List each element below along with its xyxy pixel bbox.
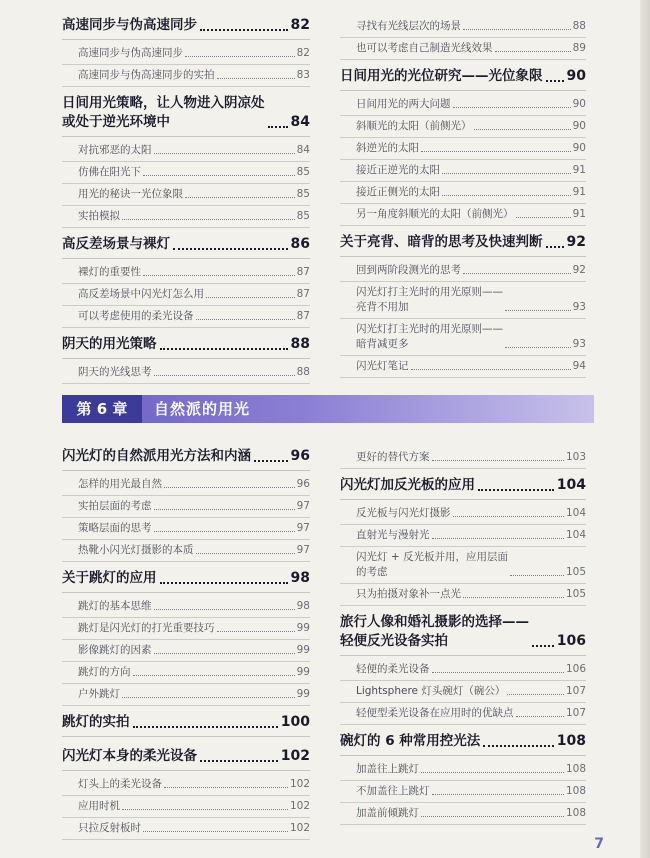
toc-section-heading[interactable] <box>62 335 310 359</box>
toc-section-heading[interactable] <box>62 16 310 40</box>
toc-section-heading[interactable] <box>340 732 586 756</box>
dot-leader <box>122 219 295 220</box>
dot-leader <box>421 772 564 773</box>
toc-page-number: 84 <box>296 144 310 156</box>
dot-leader <box>442 195 571 196</box>
section-spacer <box>62 87 310 94</box>
toc-entry[interactable] <box>62 618 310 640</box>
toc-entry[interactable] <box>62 774 310 796</box>
toc-page-number: 84 <box>290 114 310 130</box>
toc-section-heading[interactable] <box>62 447 310 471</box>
toc-page-number: 104 <box>565 529 586 541</box>
dot-leader <box>546 246 564 248</box>
toc-entry[interactable] <box>62 496 310 518</box>
toc-entry-title: 跳灯的方向 <box>78 666 131 678</box>
dot-leader <box>411 369 571 370</box>
toc-entry-title: 也可以考虑自己制造光线效果 <box>356 42 493 54</box>
toc-page-number: 90 <box>572 98 586 110</box>
toc-page-number: 90 <box>566 68 586 84</box>
toc-entry-title: 直射光与漫射光 <box>356 529 430 541</box>
toc-page-number: 107 <box>565 685 586 697</box>
toc-section-title: 碗灯的 6 种常用控光法 <box>340 733 481 749</box>
toc-page-number: 102 <box>280 748 310 764</box>
dot-leader <box>432 538 564 539</box>
section-spacer <box>340 226 586 233</box>
dot-leader <box>483 745 553 747</box>
toc-page-number: 104 <box>565 507 586 519</box>
toc-entry[interactable] <box>62 796 310 818</box>
toc-page-number: 82 <box>290 17 310 33</box>
dot-leader <box>185 197 295 198</box>
dot-leader <box>505 347 571 348</box>
toc-entry-title: 不加盖往上跳灯 <box>356 785 430 797</box>
toc-entry-title: 对抗邪恶的太阳 <box>78 144 152 156</box>
toc-entry[interactable] <box>62 262 310 284</box>
toc-page-number: 108 <box>565 763 586 775</box>
toc-entry-title: 闪光灯笔记 <box>356 360 409 372</box>
toc-entry[interactable] <box>340 703 586 725</box>
toc-entry[interactable] <box>340 681 586 703</box>
toc-entry[interactable] <box>340 447 586 469</box>
toc-page-number: 105 <box>565 588 586 600</box>
toc-entry-title: 影像跳灯的因素 <box>78 644 152 656</box>
toc-page-number: 87 <box>296 310 310 322</box>
toc-page-number: 106 <box>565 663 586 675</box>
dot-leader <box>206 297 295 298</box>
toc-column-bottom-left <box>62 447 310 840</box>
toc-entry[interactable] <box>340 356 586 378</box>
toc-page-number: 99 <box>296 644 310 656</box>
toc-page-number: 87 <box>296 288 310 300</box>
toc-entry[interactable] <box>340 94 586 116</box>
toc-entry-title: 斜逆光的太阳 <box>356 142 419 154</box>
toc-entry[interactable] <box>340 182 586 204</box>
toc-page-number: 103 <box>565 451 586 463</box>
toc-entry-title: 高速同步与伪高速同步 <box>78 47 183 59</box>
toc-column-top-right <box>340 16 586 378</box>
toc-page-number: 82 <box>296 47 310 59</box>
toc-page-number: 85 <box>296 210 310 222</box>
toc-page-number: 98 <box>290 570 310 586</box>
toc-section-title: 日间用光策略，让人物进入阴凉处 或处于逆光环境中 <box>62 95 265 130</box>
toc-entry[interactable] <box>62 140 310 162</box>
toc-section-title: 关于跳灯的应用 <box>62 570 157 586</box>
toc-section-heading[interactable] <box>62 747 310 771</box>
toc-section-heading[interactable] <box>62 94 310 137</box>
toc-entry-title: 加盖前倾跳灯 <box>356 807 419 819</box>
toc-entry[interactable] <box>340 803 586 825</box>
toc-page-number: 100 <box>280 714 310 730</box>
toc-section-title: 关于亮背、暗背的思考及快速判断 <box>340 234 543 250</box>
dot-leader <box>143 831 288 832</box>
toc-section-title: 日间用光的光位研究——光位象限 <box>340 68 543 84</box>
dot-leader <box>154 509 295 510</box>
section-spacer <box>340 60 586 67</box>
dot-leader <box>510 575 564 576</box>
toc-entry[interactable] <box>62 43 310 65</box>
dot-leader <box>463 597 564 598</box>
toc-section-title: 旅行人像和婚礼摄影的选择—— 轻便反光设备实拍 <box>340 614 529 649</box>
toc-column-top-left <box>62 16 310 384</box>
toc-page-number: 99 <box>296 622 310 634</box>
toc-entry-title: 跳灯是闪光灯的打光重要技巧 <box>78 622 215 634</box>
toc-page-number: 83 <box>296 69 310 81</box>
toc-page-number: 97 <box>296 522 310 534</box>
toc-page-number: 99 <box>296 666 310 678</box>
toc-section-heading[interactable] <box>340 67 586 91</box>
dot-leader <box>532 645 554 647</box>
toc-entry-title: 仿佛在阳光下 <box>78 166 141 178</box>
toc-page-number: 88 <box>290 336 310 352</box>
toc-entry-title: 应用时机 <box>78 800 120 812</box>
dot-leader <box>164 787 288 788</box>
toc-page-number: 99 <box>296 688 310 700</box>
toc-section-heading[interactable] <box>62 713 310 737</box>
toc-section-title: 阴天的用光策略 <box>62 336 157 352</box>
toc-entry-title: Lightsphere 灯头碗灯（碗公） <box>356 685 506 697</box>
dot-leader <box>122 809 288 810</box>
toc-page-number: 90 <box>572 142 586 154</box>
toc-page-number: 97 <box>296 544 310 556</box>
section-spacer <box>62 706 310 713</box>
toc-section-heading[interactable] <box>62 569 310 593</box>
toc-section-title: 高反差场景与裸灯 <box>62 236 170 252</box>
toc-page-number: 93 <box>572 301 586 313</box>
toc-page-number: 90 <box>572 120 586 132</box>
dot-leader <box>164 487 295 488</box>
toc-section-title: 闪光灯本身的柔光设备 <box>62 748 197 764</box>
toc-entry-title: 回到两阶段测光的思考 <box>356 264 461 276</box>
dot-leader <box>160 582 288 584</box>
chapter-banner <box>62 395 594 423</box>
toc-section-title: 闪光灯加反光板的应用 <box>340 477 475 493</box>
toc-entry-title: 接近正侧光的太阳 <box>356 186 440 198</box>
toc-entry[interactable] <box>340 659 586 681</box>
toc-entry-title: 轻便型柔光设备在应用时的优缺点 <box>356 707 514 719</box>
dot-leader <box>453 516 564 517</box>
toc-page-number: 107 <box>565 707 586 719</box>
toc-entry[interactable] <box>340 116 586 138</box>
toc-entry-title: 反光板与闪光灯摄影 <box>356 507 451 519</box>
dot-leader <box>463 29 571 30</box>
dot-leader <box>507 694 564 695</box>
dot-leader <box>495 51 571 52</box>
dot-leader <box>196 319 295 320</box>
toc-page-number: 108 <box>565 807 586 819</box>
toc-entry-title: 只拉反射板时 <box>78 822 141 834</box>
toc-page-number: 91 <box>572 186 586 198</box>
toc-entry[interactable] <box>340 759 586 781</box>
dot-leader <box>173 248 288 250</box>
toc-page-number: 96 <box>296 478 310 490</box>
page-number: 7 <box>594 836 604 852</box>
toc-entry[interactable] <box>340 547 586 584</box>
toc-entry-title: 加盖往上跳灯 <box>356 763 419 775</box>
toc-entry-title: 用光的秘诀一光位象限 <box>78 188 183 200</box>
toc-entry[interactable] <box>62 818 310 840</box>
toc-entry[interactable] <box>340 282 586 319</box>
toc-entry-title: 跳灯的基本思维 <box>78 600 152 612</box>
toc-entry-title: 闪光灯 + 反光板并用，应用层面 的考虑 <box>356 551 508 578</box>
dot-leader <box>200 29 288 31</box>
toc-entry[interactable] <box>62 662 310 684</box>
toc-entry-title: 灯头上的柔光设备 <box>78 778 162 790</box>
dot-leader <box>254 460 288 462</box>
toc-entry[interactable] <box>62 474 310 496</box>
toc-column-bottom-right <box>340 447 586 825</box>
toc-entry-title: 另一角度斜顺光的太阳（前侧光） <box>356 208 514 220</box>
toc-page-number: 92 <box>566 234 586 250</box>
toc-page-number: 85 <box>296 188 310 200</box>
book-binding-shadow <box>640 0 650 858</box>
toc-entry[interactable] <box>340 260 586 282</box>
toc-entry-title: 轻便的柔光设备 <box>356 663 430 675</box>
dot-leader <box>185 56 295 57</box>
toc-entry-title: 可以考虑使用的柔光设备 <box>78 310 194 322</box>
toc-page-number: 105 <box>565 566 586 578</box>
dot-leader <box>217 78 295 79</box>
dot-leader <box>196 553 295 554</box>
toc-entry[interactable] <box>340 160 586 182</box>
dot-leader <box>432 672 564 673</box>
dot-leader <box>516 217 571 218</box>
toc-entry[interactable] <box>62 640 310 662</box>
dot-leader <box>505 310 571 311</box>
toc-entry[interactable] <box>62 518 310 540</box>
toc-entry[interactable] <box>340 204 586 226</box>
toc-section-title: 闪光灯的自然派用光方法和内涵 <box>62 448 251 464</box>
section-spacer <box>62 228 310 235</box>
toc-entry[interactable] <box>62 306 310 328</box>
toc-page-number: 108 <box>556 733 586 749</box>
toc-entry-title: 只为拍摄对象补一点光 <box>356 588 461 600</box>
chapter-title: 自然派的用光 <box>154 400 251 418</box>
dot-leader <box>133 726 278 728</box>
toc-entry-title: 户外跳灯 <box>78 688 120 700</box>
toc-section-heading[interactable] <box>340 476 586 500</box>
toc-entry[interactable] <box>62 184 310 206</box>
toc-entry[interactable] <box>340 525 586 547</box>
toc-entry-title: 热靴小闪光灯摄影的本质 <box>78 544 194 556</box>
section-spacer <box>62 740 310 747</box>
toc-entry[interactable] <box>340 781 586 803</box>
toc-entry[interactable] <box>62 362 310 384</box>
toc-entry-title: 闪光灯打主光时的用光原则—— 亮背不用加 <box>356 286 503 313</box>
toc-entry-title: 实拍模拟 <box>78 210 120 222</box>
dot-leader <box>474 129 571 130</box>
section-spacer <box>340 469 586 476</box>
toc-entry[interactable] <box>340 138 586 160</box>
toc-entry[interactable] <box>340 503 586 525</box>
toc-entry[interactable] <box>340 38 586 60</box>
dot-leader <box>217 631 295 632</box>
dot-leader <box>442 173 571 174</box>
dot-leader <box>154 531 295 532</box>
dot-leader <box>478 489 554 491</box>
section-spacer <box>62 562 310 569</box>
toc-entry[interactable] <box>62 206 310 228</box>
toc-page-number: 85 <box>296 166 310 178</box>
dot-leader <box>122 697 295 698</box>
toc-page-number: 106 <box>556 633 586 649</box>
dot-leader <box>421 816 564 817</box>
toc-entry-title: 实拍层面的考虑 <box>78 500 152 512</box>
dot-leader <box>160 348 288 350</box>
dot-leader <box>200 760 278 762</box>
dot-leader <box>143 175 295 176</box>
toc-entry-title: 闪光灯打主光时的用光原则—— 暗背减更多 <box>356 323 503 350</box>
toc-page-number: 104 <box>556 477 586 493</box>
toc-entry[interactable] <box>340 319 586 356</box>
dot-leader <box>154 653 295 654</box>
dot-leader <box>463 273 571 274</box>
toc-entry-title: 策略层面的思考 <box>78 522 152 534</box>
toc-section-heading[interactable] <box>340 613 586 656</box>
toc-entry[interactable] <box>62 65 310 87</box>
toc-page-number: 96 <box>290 448 310 464</box>
toc-page-number: 88 <box>296 366 310 378</box>
toc-entry[interactable] <box>62 162 310 184</box>
dot-leader <box>143 275 295 276</box>
toc-entry-title: 裸灯的重要性 <box>78 266 141 278</box>
toc-page-number: 89 <box>572 42 586 54</box>
toc-page-number: 93 <box>572 338 586 350</box>
toc-entry[interactable] <box>340 584 586 606</box>
toc-page-number: 91 <box>572 208 586 220</box>
section-spacer <box>340 725 586 732</box>
toc-entry-title: 斜顺光的太阳（前侧光） <box>356 120 472 132</box>
section-spacer <box>340 606 586 613</box>
dot-leader <box>154 375 295 376</box>
dot-leader <box>453 107 571 108</box>
dot-leader <box>154 153 295 154</box>
toc-entry-title: 怎样的用光最自然 <box>78 478 162 490</box>
toc-page-number: 98 <box>296 600 310 612</box>
toc-page-number: 86 <box>290 236 310 252</box>
toc-page-number: 97 <box>296 500 310 512</box>
toc-page-number: 102 <box>289 822 310 834</box>
toc-entry[interactable] <box>62 684 310 706</box>
dot-leader <box>268 126 288 128</box>
toc-section-heading[interactable] <box>62 235 310 259</box>
dot-leader <box>432 460 564 461</box>
toc-page-number: 87 <box>296 266 310 278</box>
toc-page-number: 102 <box>289 778 310 790</box>
toc-page-number: 108 <box>565 785 586 797</box>
dot-leader <box>154 609 295 610</box>
dot-leader <box>421 151 571 152</box>
chapter-number-tag: 第 6 章 <box>62 395 142 423</box>
toc-entry-title: 日间用光的两大问题 <box>356 98 451 110</box>
toc-section-title: 高速同步与伪高速同步 <box>62 17 197 33</box>
dot-leader <box>432 794 564 795</box>
toc-page-number: 92 <box>572 264 586 276</box>
toc-page-number: 102 <box>289 800 310 812</box>
toc-section-heading[interactable] <box>340 233 586 257</box>
toc-entry-title: 高反差场景中闪光灯怎么用 <box>78 288 204 300</box>
toc-page-number: 94 <box>572 360 586 372</box>
toc-page-number: 88 <box>572 20 586 32</box>
toc-section-title: 跳灯的实拍 <box>62 714 130 730</box>
toc-entry-title: 阴天的光线思考 <box>78 366 152 378</box>
toc-page-number: 91 <box>572 164 586 176</box>
toc-entry[interactable] <box>62 540 310 562</box>
toc-entry[interactable] <box>62 284 310 306</box>
toc-entry[interactable] <box>340 16 586 38</box>
toc-entry-title: 更好的替代方案 <box>356 451 430 463</box>
dot-leader <box>133 675 295 676</box>
dot-leader <box>516 716 564 717</box>
toc-entry-title: 寻找有光线层次的场景 <box>356 20 461 32</box>
section-spacer <box>62 328 310 335</box>
toc-entry-title: 接近正逆光的太阳 <box>356 164 440 176</box>
toc-entry[interactable] <box>62 596 310 618</box>
toc-entry-title: 高速同步与伪高速同步的实拍 <box>78 69 215 81</box>
dot-leader <box>546 80 564 82</box>
